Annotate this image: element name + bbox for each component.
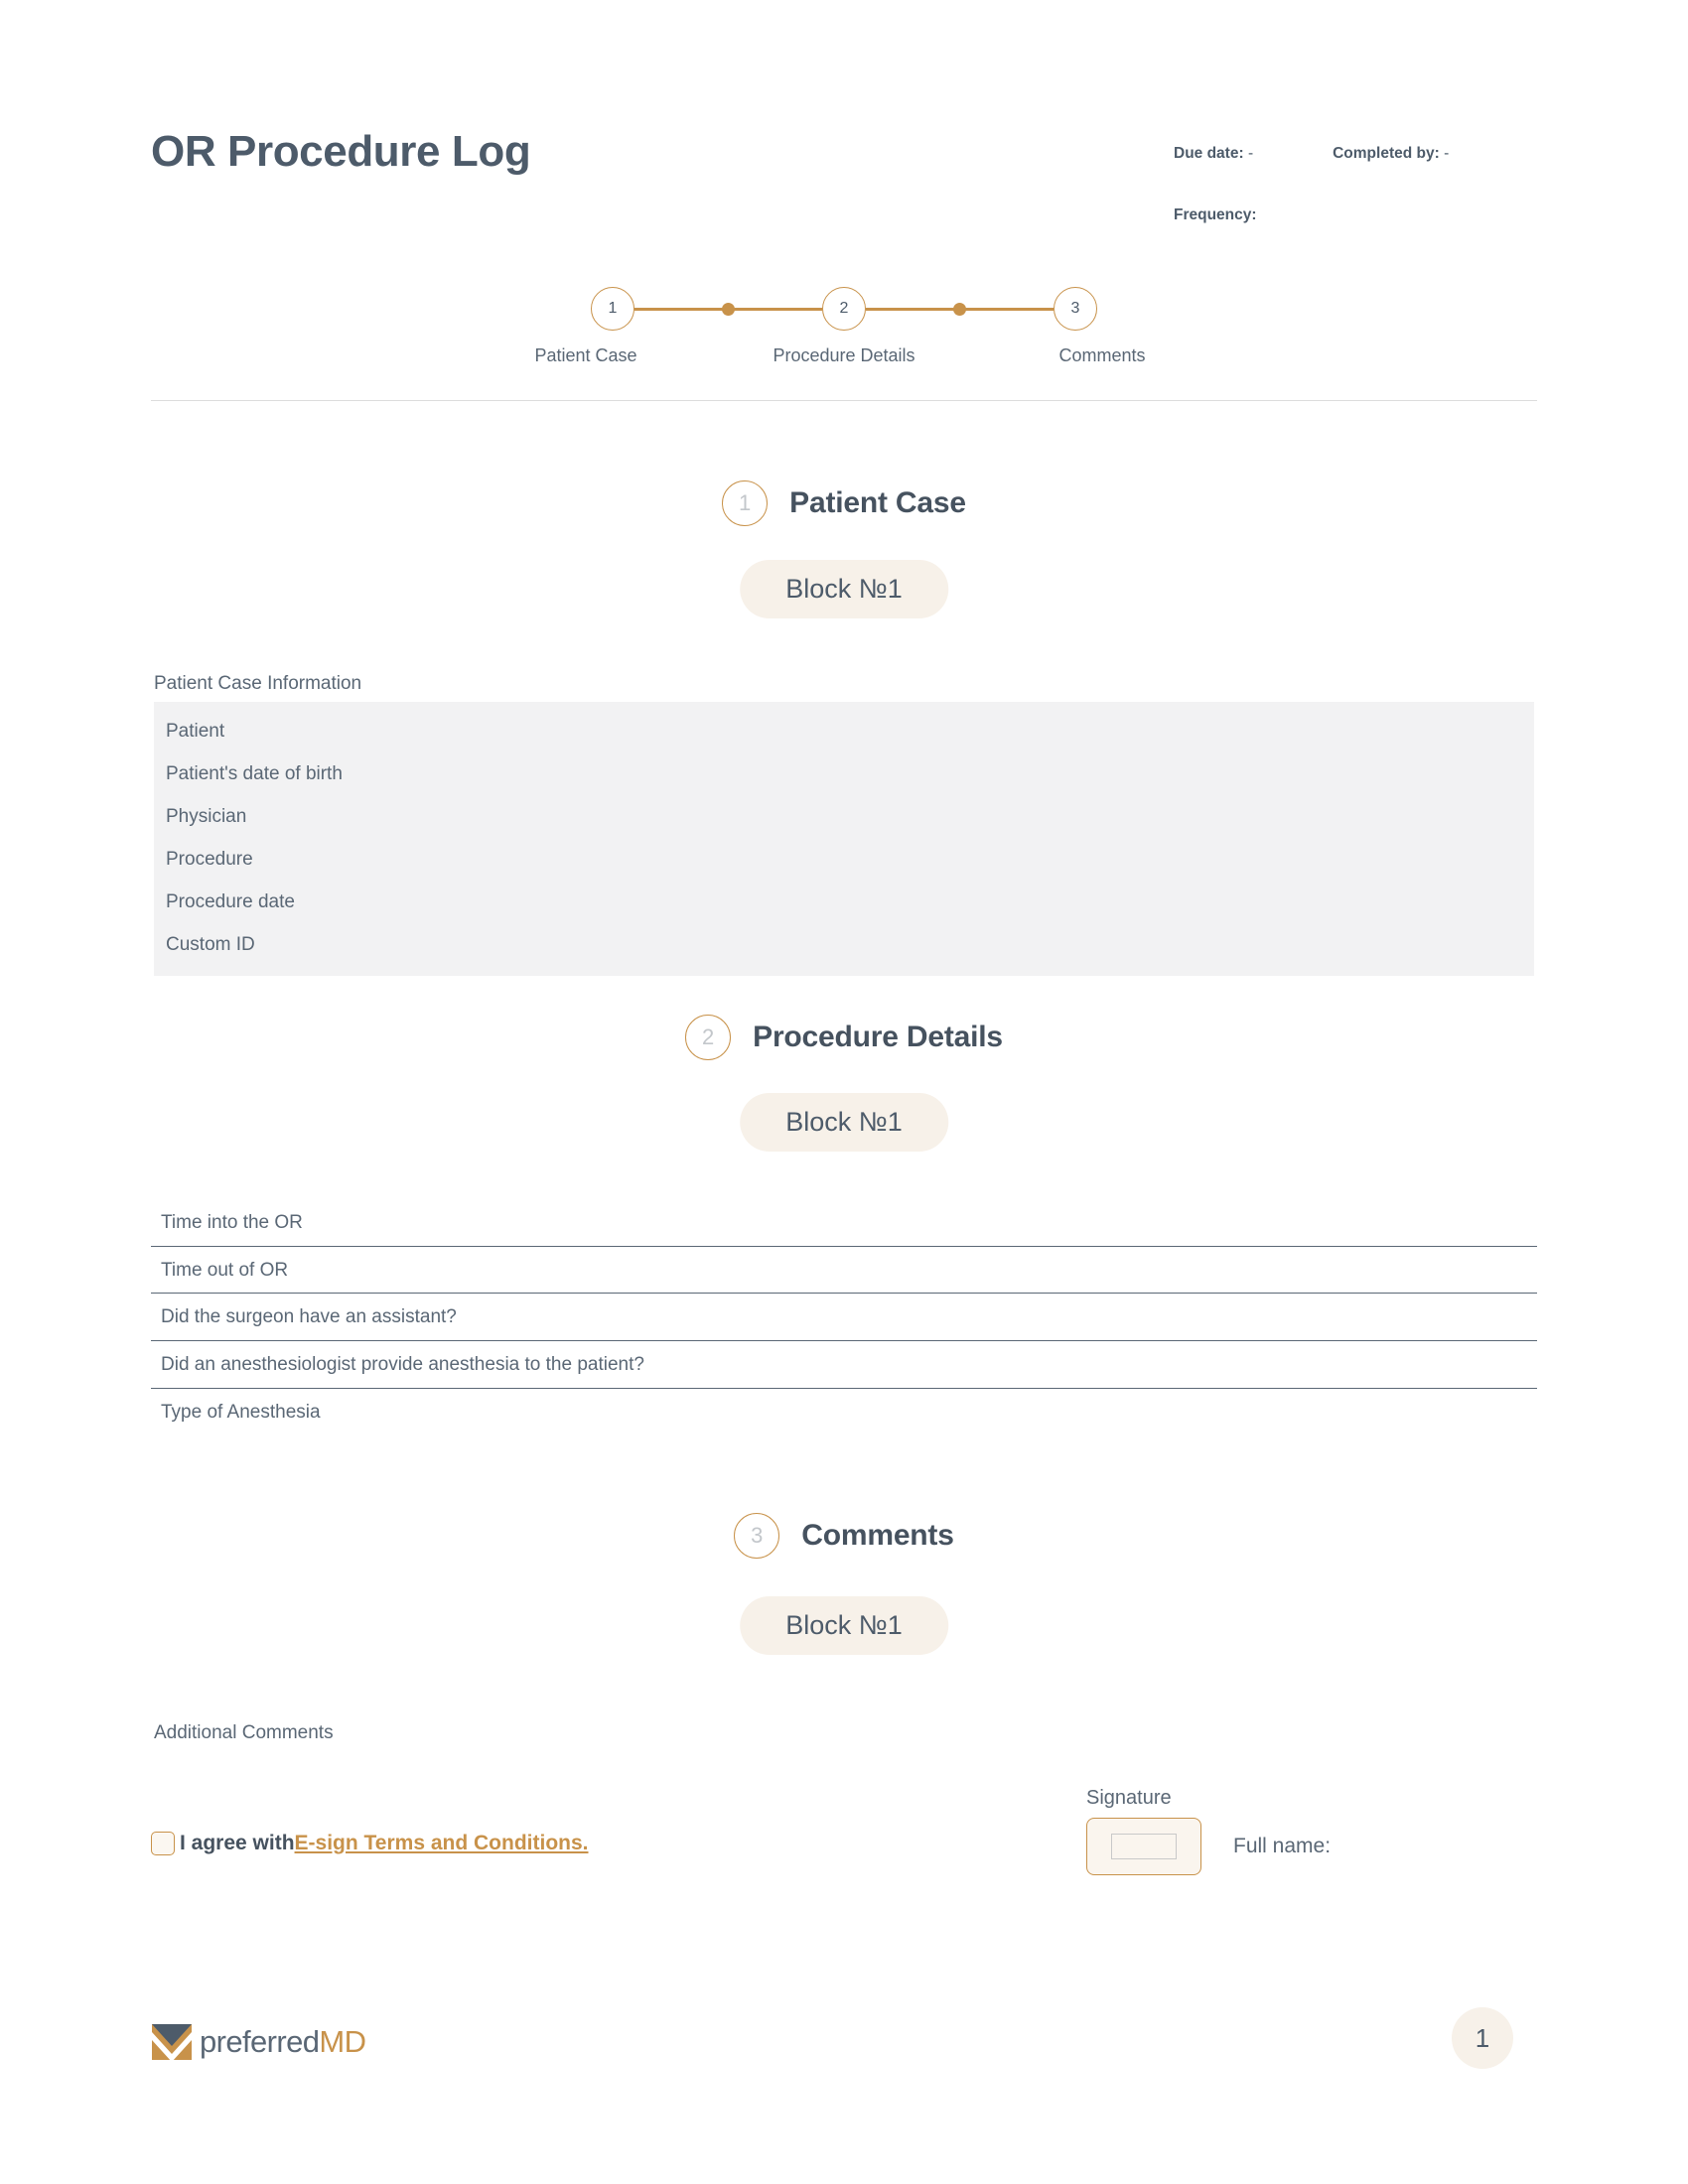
progress-stepper (0, 286, 1688, 385)
patient-case-information-caption: Patient Case Information (154, 673, 362, 694)
esign-terms-link[interactable]: E-sign Terms and Conditions. (294, 1832, 589, 1854)
procedure-detail-label: Time out of OR (161, 1259, 289, 1281)
section-number-3: 3 (734, 1513, 779, 1559)
page-number-badge: 1 (1452, 2007, 1513, 2069)
preferredmd-logo-icon (151, 2020, 193, 2062)
section-title-comments: Comments (801, 1519, 954, 1552)
header-meta (1174, 145, 1591, 224)
procedure-detail-label: Type of Anesthesia (161, 1401, 321, 1423)
section-number-2: 2 (685, 1015, 731, 1060)
completed-by-value: - (1444, 145, 1450, 162)
stepper-node-1[interactable]: 1 (591, 287, 634, 331)
footer-logo (151, 2020, 365, 2062)
procedure-detail-row (151, 1294, 1537, 1341)
section-header-comments (0, 1513, 1688, 1559)
signature-block (1086, 1787, 1331, 1875)
esign-agreement-row (151, 1832, 589, 1855)
block-pill-procedure-details: Block №1 (740, 1093, 948, 1152)
procedure-detail-label: Did an anesthesiologist provide anesthesia to the patient? (161, 1353, 644, 1375)
procedure-detail-row (151, 1199, 1537, 1247)
due-date-label: Due date: (1174, 145, 1244, 162)
header-divider (151, 400, 1537, 401)
block-pill-patient-case: Block №1 (740, 560, 948, 618)
procedure-detail-label: Time into the OR (161, 1212, 303, 1233)
logo-text-preferred: preferred (200, 2023, 320, 2059)
table-row: Patient's date of birth (166, 762, 343, 784)
procedure-detail-row (151, 1247, 1537, 1295)
page-title: OR Procedure Log (151, 127, 531, 176)
due-date-meta (1174, 145, 1253, 163)
stepper-track (591, 286, 1097, 332)
procedure-detail-row (151, 1341, 1537, 1389)
section-header-patient-case (0, 480, 1688, 526)
stepper-node-2[interactable]: 2 (822, 287, 866, 331)
stepper-label-procedure-details: Procedure Details (773, 345, 915, 365)
agree-checkbox[interactable] (151, 1832, 175, 1855)
completed-by-meta (1333, 145, 1449, 163)
logo-text-md: MD (319, 2023, 366, 2059)
stepper-labels (462, 345, 1226, 366)
table-row: Custom ID (166, 933, 255, 955)
table-row: Patient (166, 720, 225, 742)
stepper-node-3[interactable]: 3 (1054, 287, 1097, 331)
table-row: Procedure (166, 848, 253, 870)
stepper-label-comments: Comments (1058, 345, 1146, 365)
table-row: Physician (166, 805, 247, 827)
signature-input-box[interactable] (1086, 1818, 1201, 1875)
frequency-meta (1174, 206, 1591, 224)
stepper-connector-2 (866, 308, 1054, 311)
agree-text: I agree with (180, 1832, 295, 1854)
due-date-value: - (1247, 145, 1254, 162)
signature-placeholder-rect (1111, 1834, 1177, 1859)
additional-comments-label: Additional Comments (154, 1722, 334, 1743)
section-header-procedure-details (0, 1015, 1688, 1060)
stepper-connector-1 (634, 308, 822, 311)
procedure-details-list (151, 1199, 1537, 1434)
document-header (151, 127, 1537, 246)
frequency-label: Frequency: (1174, 206, 1257, 223)
procedure-detail-label: Did the surgeon have an assistant? (161, 1306, 457, 1328)
full-name-label: Full name: (1233, 1835, 1332, 1857)
procedure-detail-row (151, 1389, 1537, 1435)
patient-case-information-table (154, 702, 1534, 976)
section-title-procedure-details: Procedure Details (753, 1021, 1003, 1053)
block-pill-comments: Block №1 (740, 1596, 948, 1655)
logo-wordmark (200, 2023, 366, 2059)
completed-by-label: Completed by: (1333, 145, 1440, 162)
table-row: Procedure date (166, 890, 295, 912)
section-title-patient-case: Patient Case (789, 486, 966, 519)
stepper-label-patient-case: Patient Case (534, 345, 637, 365)
section-number-1: 1 (722, 480, 768, 526)
signature-label: Signature (1086, 1787, 1172, 1809)
signature-area (1086, 1818, 1331, 1875)
